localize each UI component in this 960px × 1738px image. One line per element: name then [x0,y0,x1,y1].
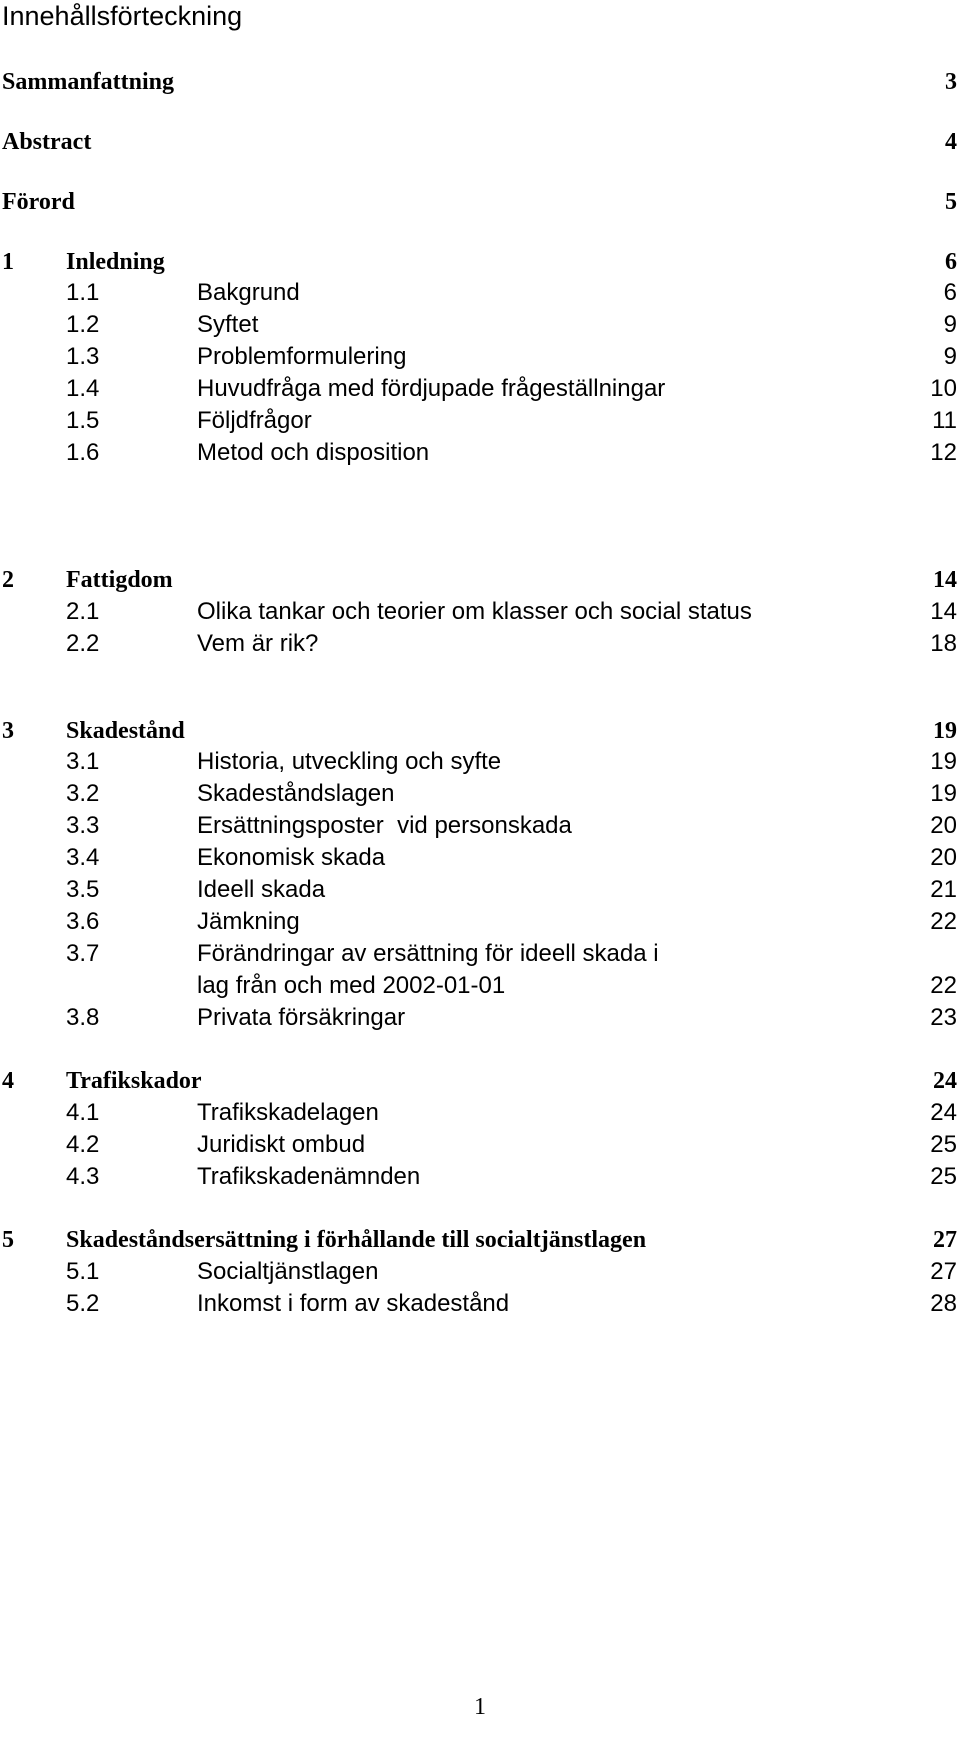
toc-page-number: 18 [930,630,957,657]
toc-section-entry[interactable]: Ideell skada [197,876,326,903]
toc-page-number: 25 [930,1131,957,1158]
section-number: 4.3 [66,1163,100,1190]
chapter-number: 4 [2,1068,14,1094]
section-number: 4.1 [66,1099,100,1126]
section-number: 3.6 [66,908,100,935]
toc-page-number: 22 [930,972,957,999]
section-number: 3.3 [66,812,100,839]
chapter-number: 5 [2,1227,14,1253]
toc-page-number: 11 [932,407,957,434]
toc-page-number: 24 [930,1099,957,1126]
toc-page-number: 4 [945,129,957,155]
toc-page-number: 9 [943,343,957,370]
section-number: 5.2 [66,1290,100,1317]
toc-page-number: 10 [930,375,957,402]
toc-section-entry[interactable]: Ekonomisk skada [197,844,386,871]
section-number: 3.8 [66,1004,100,1031]
toc-page-number: 6 [943,279,957,306]
toc-section-entry[interactable]: Huvudfråga med fördjupade frågeställningar [197,375,666,402]
toc-page-number: 27 [930,1258,957,1285]
section-number: 1.3 [66,343,100,370]
page-title: Innehållsförteckning [2,1,243,31]
toc-section-entry[interactable]: Förändringar av ersättning för ideell skada i [197,940,659,967]
section-number: 2.1 [66,598,100,625]
toc-page-number: 19 [930,748,957,775]
section-number: 1.6 [66,439,100,466]
section-number: 1.1 [66,279,100,306]
section-number: 4.2 [66,1131,100,1158]
toc-section-entry[interactable]: Olika tankar och teorier om klasser och social status [197,598,752,625]
toc-section-entry[interactable]: Jämkning [197,908,300,935]
toc-section-entry[interactable]: Juridiskt ombud [197,1131,366,1158]
toc-section-entry[interactable]: Historia, utveckling och syfte [197,748,502,775]
toc-page-number: 21 [930,876,957,903]
toc-section-entry[interactable]: Följdfrågor [197,407,312,434]
toc-section-entry[interactable]: Inkomst i form av skadestånd [197,1290,510,1317]
section-number: 2.2 [66,630,100,657]
toc-section-entry[interactable]: Ersättningsposter vid personskada [197,812,572,839]
toc-page-number: 9 [943,311,957,338]
section-number: 3.1 [66,748,100,775]
toc-page-number: 14 [933,567,957,593]
toc-page-number: 19 [930,780,957,807]
toc-page-number: 22 [930,908,957,935]
section-number: 3.4 [66,844,100,871]
toc-section-entry[interactable]: Trafikskadelagen [197,1099,379,1126]
toc-section-entry[interactable]: Privata försäkringar [197,1004,406,1031]
toc-page-number: 28 [930,1290,957,1317]
toc-section-entry[interactable]: Trafikskadenämnden [197,1163,421,1190]
toc-chapter-skadestandsersattning[interactable]: Skadeståndsersättning i förhållande till socialtjänstlagen [66,1227,647,1253]
toc-page-number: 23 [930,1004,957,1031]
toc-section-entry[interactable]: Metod och disposition [197,439,430,466]
chapter-number: 3 [2,718,14,744]
toc-entry-sammanfattning[interactable]: Sammanfattning [2,69,175,95]
footer-page-number: 1 [474,1694,486,1720]
toc-section-entry[interactable]: Socialtjänstlagen [197,1258,379,1285]
toc-section-entry[interactable]: Skadeståndslagen [197,780,395,807]
toc-entry-abstract[interactable]: Abstract [2,129,92,155]
chapter-number: 1 [2,249,14,275]
toc-section-entry-continuation[interactable]: lag från och med 2002-01-01 [197,972,506,999]
section-number: 1.2 [66,311,100,338]
section-number: 3.7 [66,940,100,967]
section-number: 1.4 [66,375,100,402]
chapter-number: 2 [2,567,14,593]
section-number: 5.1 [66,1258,100,1285]
toc-page-number: 24 [933,1068,957,1094]
toc-chapter-inledning[interactable]: Inledning [66,249,165,275]
toc-page-number: 25 [930,1163,957,1190]
section-number: 3.2 [66,780,100,807]
toc-page-number: 14 [930,598,957,625]
toc-page-number: 27 [933,1227,957,1253]
toc-page-number: 12 [930,439,957,466]
toc-section-entry[interactable]: Bakgrund [197,279,300,306]
toc-page-number: 19 [933,718,957,744]
toc-chapter-fattigdom[interactable]: Fattigdom [66,567,173,593]
toc-page-number: 20 [930,812,957,839]
toc-chapter-skadestand[interactable]: Skadestånd [66,718,185,744]
toc-chapter-trafikskador[interactable]: Trafikskador [66,1068,202,1094]
toc-section-entry[interactable]: Problemformulering [197,343,407,370]
toc-section-entry[interactable]: Vem är rik? [197,630,319,657]
toc-page-number: 20 [930,844,957,871]
section-number: 1.5 [66,407,100,434]
toc-entry-forord[interactable]: Förord [2,189,75,215]
toc-page-number: 6 [945,249,957,275]
toc-section-entry[interactable]: Syftet [197,311,259,338]
toc-page-number: 5 [945,189,957,215]
section-number: 3.5 [66,876,100,903]
toc-page-number: 3 [945,69,957,95]
